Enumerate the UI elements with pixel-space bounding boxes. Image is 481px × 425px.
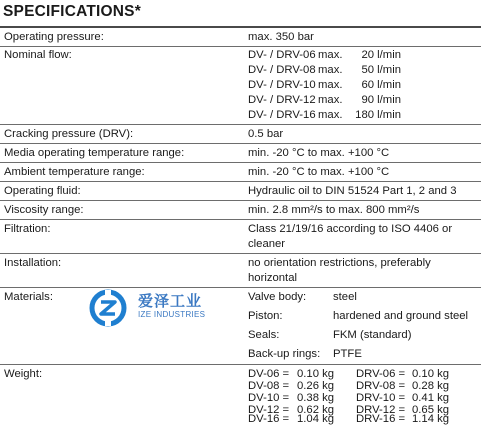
divider xyxy=(0,143,481,144)
flow-max: max. xyxy=(318,49,343,61)
material-part: Valve body: xyxy=(248,291,307,303)
cracking-pressure-label: Cracking pressure (DRV): xyxy=(4,128,134,140)
flow-max: max. xyxy=(318,64,343,76)
weight-drv-value: 1.14 kg xyxy=(412,413,450,425)
weight-dv-model: DV-10 = xyxy=(248,392,290,404)
weight-label: Weight: xyxy=(4,368,43,380)
divider xyxy=(0,364,481,365)
ize-logo-icon xyxy=(88,288,128,328)
weight-dv-value: 1.04 kg xyxy=(297,413,335,425)
divider xyxy=(0,162,481,163)
filtration-value-line2: cleaner xyxy=(248,238,286,250)
flow-value: 50 l/min xyxy=(361,64,401,76)
operating-fluid-label: Operating fluid: xyxy=(4,185,81,197)
flow-model: DV- / DRV-16 xyxy=(248,109,316,121)
weight-dv-value: 0.26 kg xyxy=(297,380,335,392)
divider xyxy=(0,219,481,220)
viscosity-value: min. 2.8 mm²/s to max. 800 mm²/s xyxy=(248,204,420,216)
weight-drv-value: 0.41 kg xyxy=(412,392,450,404)
weight-dv-model: DV-08 = xyxy=(248,380,290,392)
divider xyxy=(0,26,481,28)
cracking-pressure-value: 0.5 bar xyxy=(248,128,284,140)
divider xyxy=(0,200,481,201)
divider xyxy=(0,181,481,182)
flow-model: DV- / DRV-06 xyxy=(248,49,316,61)
filtration-value-line1: Class 21/19/16 according to ISO 4406 or xyxy=(248,223,453,235)
weight-drv-model: DRV-08 = xyxy=(356,380,406,392)
weight-drv-model: DRV-10 = xyxy=(356,392,406,404)
flow-max: max. xyxy=(318,109,343,121)
flow-value: 20 l/min xyxy=(361,49,401,61)
filtration-label: Filtration: xyxy=(4,223,51,235)
weight-drv-value: 0.28 kg xyxy=(412,380,450,392)
weight-drv-model: DRV-12 = xyxy=(356,404,406,416)
material-part: Piston: xyxy=(248,310,283,322)
weight-drv-model: DRV-16 = xyxy=(356,413,406,425)
operating-pressure-value: max. 350 bar xyxy=(248,31,314,43)
operating-fluid-value: Hydraulic oil to DIN 51524 Part 1, 2 and 3 xyxy=(248,185,457,197)
divider xyxy=(0,287,481,288)
material-value: hardened and ground steel xyxy=(333,310,469,322)
weight-drv-model: DRV-06 = xyxy=(356,368,406,380)
installation-label: Installation: xyxy=(4,257,62,269)
divider xyxy=(0,124,481,125)
weight-dv-model: DV-12 = xyxy=(248,404,290,416)
page-title: SPECIFICATIONS* xyxy=(3,3,141,20)
weight-drv-value: 0.65 kg xyxy=(412,404,450,416)
materials-label: Materials: xyxy=(4,291,53,303)
weight-dv-model: DV-06 = xyxy=(248,368,290,380)
ambient-temp-value: min. -20 °C to max. +100 °C xyxy=(248,166,390,178)
flow-max: max. xyxy=(318,79,343,91)
media-temp-value: min. -20 °C to max. +100 °C xyxy=(248,147,390,159)
flow-model: DV- / DRV-08 xyxy=(248,64,316,76)
material-part: Seals: xyxy=(248,329,280,341)
weight-drv-value: 0.10 kg xyxy=(412,368,450,380)
watermark-name-en: IZE INDUSTRIES xyxy=(138,310,206,319)
material-part: Back-up rings: xyxy=(248,348,321,360)
operating-pressure-label: Operating pressure: xyxy=(4,31,104,43)
viscosity-label: Viscosity range: xyxy=(4,204,84,216)
divider xyxy=(0,253,481,254)
flow-value: 180 l/min xyxy=(355,109,401,121)
flow-value: 90 l/min xyxy=(361,94,401,106)
nominal-flow-label: Nominal flow: xyxy=(4,49,72,61)
material-value: steel xyxy=(333,291,357,303)
weight-dv-value: 0.10 kg xyxy=(297,368,335,380)
flow-model: DV- / DRV-12 xyxy=(248,94,316,106)
weight-dv-value: 0.62 kg xyxy=(297,404,335,416)
flow-model: DV- / DRV-10 xyxy=(248,79,316,91)
weight-dv-value: 0.38 kg xyxy=(297,392,335,404)
installation-value-line1: no orientation restrictions, preferably xyxy=(248,257,431,269)
material-value: FKM (standard) xyxy=(333,329,412,341)
installation-value-line2: horizontal xyxy=(248,272,297,284)
watermark-logo xyxy=(88,288,238,328)
watermark-name-cn: 爱泽工业 xyxy=(138,292,203,310)
material-value: PTFE xyxy=(333,348,362,360)
weight-dv-model: DV-16 = xyxy=(248,413,290,425)
flow-max: max. xyxy=(318,94,343,106)
divider xyxy=(0,46,481,47)
media-temp-label: Media operating temperature range: xyxy=(4,147,185,159)
ambient-temp-label: Ambient temperature range: xyxy=(4,166,145,178)
flow-value: 60 l/min xyxy=(361,79,401,91)
